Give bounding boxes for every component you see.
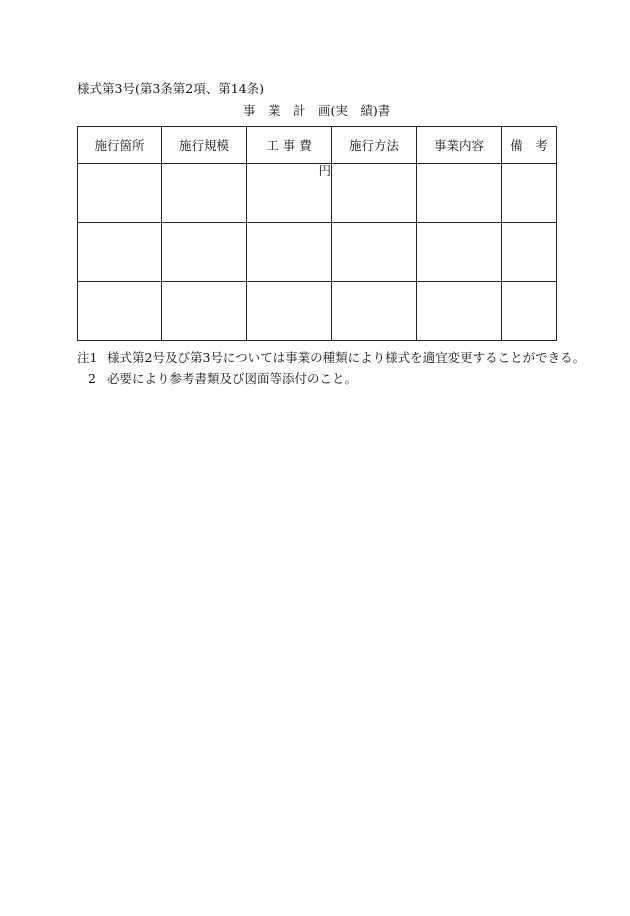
table-cell[interactable]	[332, 164, 417, 223]
project-plan-table	[77, 126, 557, 341]
table-cell[interactable]	[502, 223, 557, 282]
table-cell[interactable]	[247, 282, 332, 341]
form-number: 様式第3号(第3条第2項、第14条)	[77, 81, 265, 96]
header-project-content: 事業内容	[417, 127, 502, 164]
table-cell[interactable]	[247, 223, 332, 282]
note-marker: 2	[88, 371, 96, 386]
table-cell[interactable]	[78, 164, 162, 223]
table-cell[interactable]	[162, 282, 247, 341]
table-cell[interactable]	[502, 282, 557, 341]
table-cell[interactable]	[502, 164, 557, 223]
table-cell[interactable]	[78, 282, 162, 341]
header-construction-scale: 施行規模	[162, 127, 247, 164]
table-cell[interactable]	[162, 223, 247, 282]
header-construction-method: 施行方法	[332, 127, 417, 164]
notes-section	[77, 347, 585, 389]
table-cell[interactable]	[417, 164, 502, 223]
note-marker: 注1	[77, 350, 98, 365]
note-text: 様式第2号及び第3号については事業の種類により様式を適宜変更することができる。	[107, 350, 586, 365]
cost-cell[interactable]	[247, 164, 332, 223]
note-text: 必要により参考書類及び図面等添付のこと。	[107, 371, 358, 386]
table-row	[78, 282, 557, 341]
table-cell[interactable]	[162, 164, 247, 223]
cost-unit-label: 円	[318, 163, 331, 178]
note-item	[77, 347, 585, 368]
table-cell[interactable]	[417, 223, 502, 282]
table-row	[78, 223, 557, 282]
header-construction-site: 施行箇所	[78, 127, 162, 164]
table-row	[78, 164, 557, 223]
header-construction-cost: 工 事 費	[247, 127, 332, 164]
header-remarks: 備 考	[502, 127, 557, 164]
table-cell[interactable]	[332, 282, 417, 341]
document-title: 事 業 計 画(実 績)書	[243, 103, 391, 118]
table-cell[interactable]	[78, 223, 162, 282]
table-cell[interactable]	[332, 223, 417, 282]
table-cell[interactable]	[417, 282, 502, 341]
table-header-row	[78, 127, 557, 164]
note-item	[77, 368, 585, 389]
